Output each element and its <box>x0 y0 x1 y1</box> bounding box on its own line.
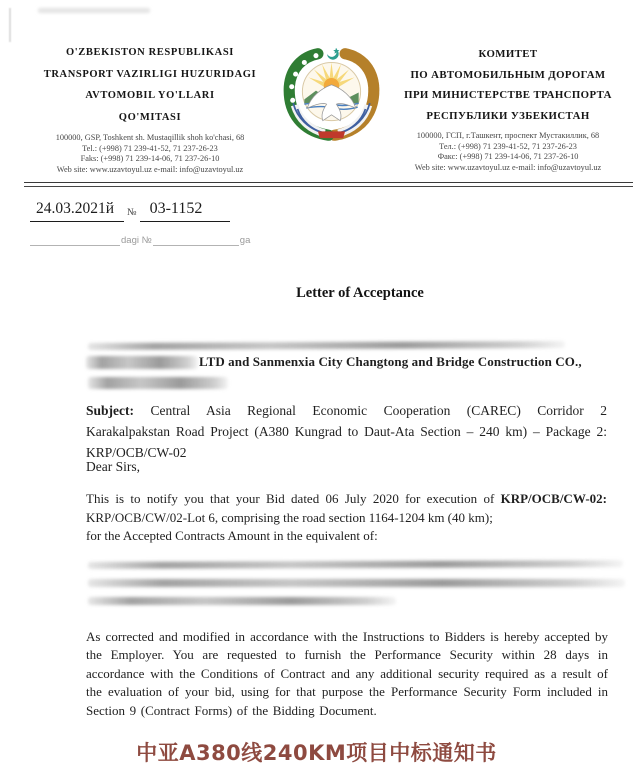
salutation: Dear Sirs, <box>86 459 140 474</box>
org-line-uz-4: QO'MITASI <box>118 111 182 123</box>
subject-line1: Central Asia Regional Economic Cooperation (CAREC) Corridor 2 <box>150 403 608 418</box>
fax-ru: Факс: (+998) 71 239-14-06, 71 237-26-10 <box>437 152 579 162</box>
subject-label: Subject: <box>86 403 134 418</box>
reply-reference-line <box>30 235 251 246</box>
org-line-uz-2: TRANSPORT VAZIRLIGI HUZURIDAGI <box>43 68 257 80</box>
reply-prefix: dagi № <box>121 235 152 246</box>
scan-edge-artifact <box>9 8 11 42</box>
web-email-uz: Web site: www.uzavtoyul.uz e-mail: info@uzavtoyul.uz <box>56 164 244 174</box>
org-line-ru-1: КОМИТЕТ <box>478 48 538 60</box>
recipient-block <box>86 342 606 389</box>
uzbekistan-emblem-icon <box>283 45 380 142</box>
acceptance-paragraph: As corrected and modified in accordance with the Instructions to Bidders is hereby accepted by the Employer. You are requested to furnish the Performance Security within 28 days in accordance with the Conditions of Contract and any additional security required as a result of the evaluation of your bid, using for that purpose the Performance Security Form included in Section 9 (Contract Forms) of the Bidding Document. <box>86 629 608 718</box>
blank-underline <box>153 235 239 246</box>
redaction-blur <box>88 341 565 350</box>
web-email-ru: Web site: www.uzavtoyul.uz e-mail: info@uzavtoyul.uz <box>414 162 602 172</box>
reply-suffix: ga <box>239 235 251 246</box>
tel-ru: Тел.: (+998) 71 239-41-52, 71 237-26-23 <box>439 141 577 151</box>
redaction-blur <box>86 356 198 369</box>
letterhead <box>0 40 633 180</box>
chinese-caption: 中亚A380线240KM项目中标通知书 <box>136 741 497 765</box>
notify-line3: for the Accepted Contracts Amount in the equivalent of: <box>86 528 378 543</box>
letter-title: Letter of Acceptance <box>296 285 424 301</box>
fax-uz: Faks: (+998) 71 239-14-06, 71 237-26-10 <box>80 154 220 164</box>
redaction-blur-amount <box>88 579 625 587</box>
org-line-ru-2: ПО АВТОМОБИЛЬНЫМ ДОРОГАМ <box>410 68 606 81</box>
org-line-uz-3: AVTOMOBIL YO'LLARI <box>85 90 215 101</box>
subject-line3: KRP/OCB/CW-02 <box>86 445 187 460</box>
redaction-blur-amount <box>88 560 623 569</box>
org-line-ru-4: РЕСПУБЛИКИ УЗБЕКИСТАН <box>426 109 590 122</box>
notify-line2: KRP/OCB/CW/02-Lot 6, comprising the road section 1164-1204 km (40 km); <box>86 509 493 525</box>
redaction-blur <box>88 377 228 389</box>
letter-number: 03-1152 <box>140 200 231 222</box>
subject-block <box>86 400 607 463</box>
address-uz: 100000, GSP, Toshkent sh. Mustaqillik shoh ko'chasi, 68 <box>55 133 245 142</box>
subject-line2: Karakalpakstan Road Project (A380 Kungrad to Daut-Ata Section – 240 km) – Package 2: <box>86 424 607 439</box>
letter-date: 24.03.2021й <box>30 200 124 222</box>
notification-paragraph <box>86 490 607 546</box>
number-sign: № <box>127 207 137 218</box>
recipient-name: LTD and Sanmenxia City Changtong and Bridge Construction CO., <box>199 354 582 369</box>
blank-underline <box>30 235 120 246</box>
redaction-blur-amount <box>88 597 396 605</box>
letterhead-uzbek <box>26 42 274 175</box>
tel-uz: Tel.: (+998) 71 239-41-52, 71 237-26-23 <box>82 143 218 153</box>
contract-package-ref: KRP/OCB/CW-02: <box>500 491 607 506</box>
address-ru: 100000, ГСП, г.Ташкент, проспект Мустакиллик, 68 <box>416 131 600 140</box>
scan-smudge <box>38 8 150 13</box>
org-line-ru-3: ПРИ МИНИСТЕРСТВЕ ТРАНСПОРТА <box>404 89 612 101</box>
reference-block <box>30 200 251 246</box>
letterhead-divider <box>24 182 633 187</box>
letterhead-russian <box>388 44 628 173</box>
org-line-uz-1: O'ZBEKISTON RESPUBLIKASI <box>66 47 234 58</box>
notify-line1: This is to notify you that your Bid dated 06 July 2020 for execution of <box>86 491 495 506</box>
